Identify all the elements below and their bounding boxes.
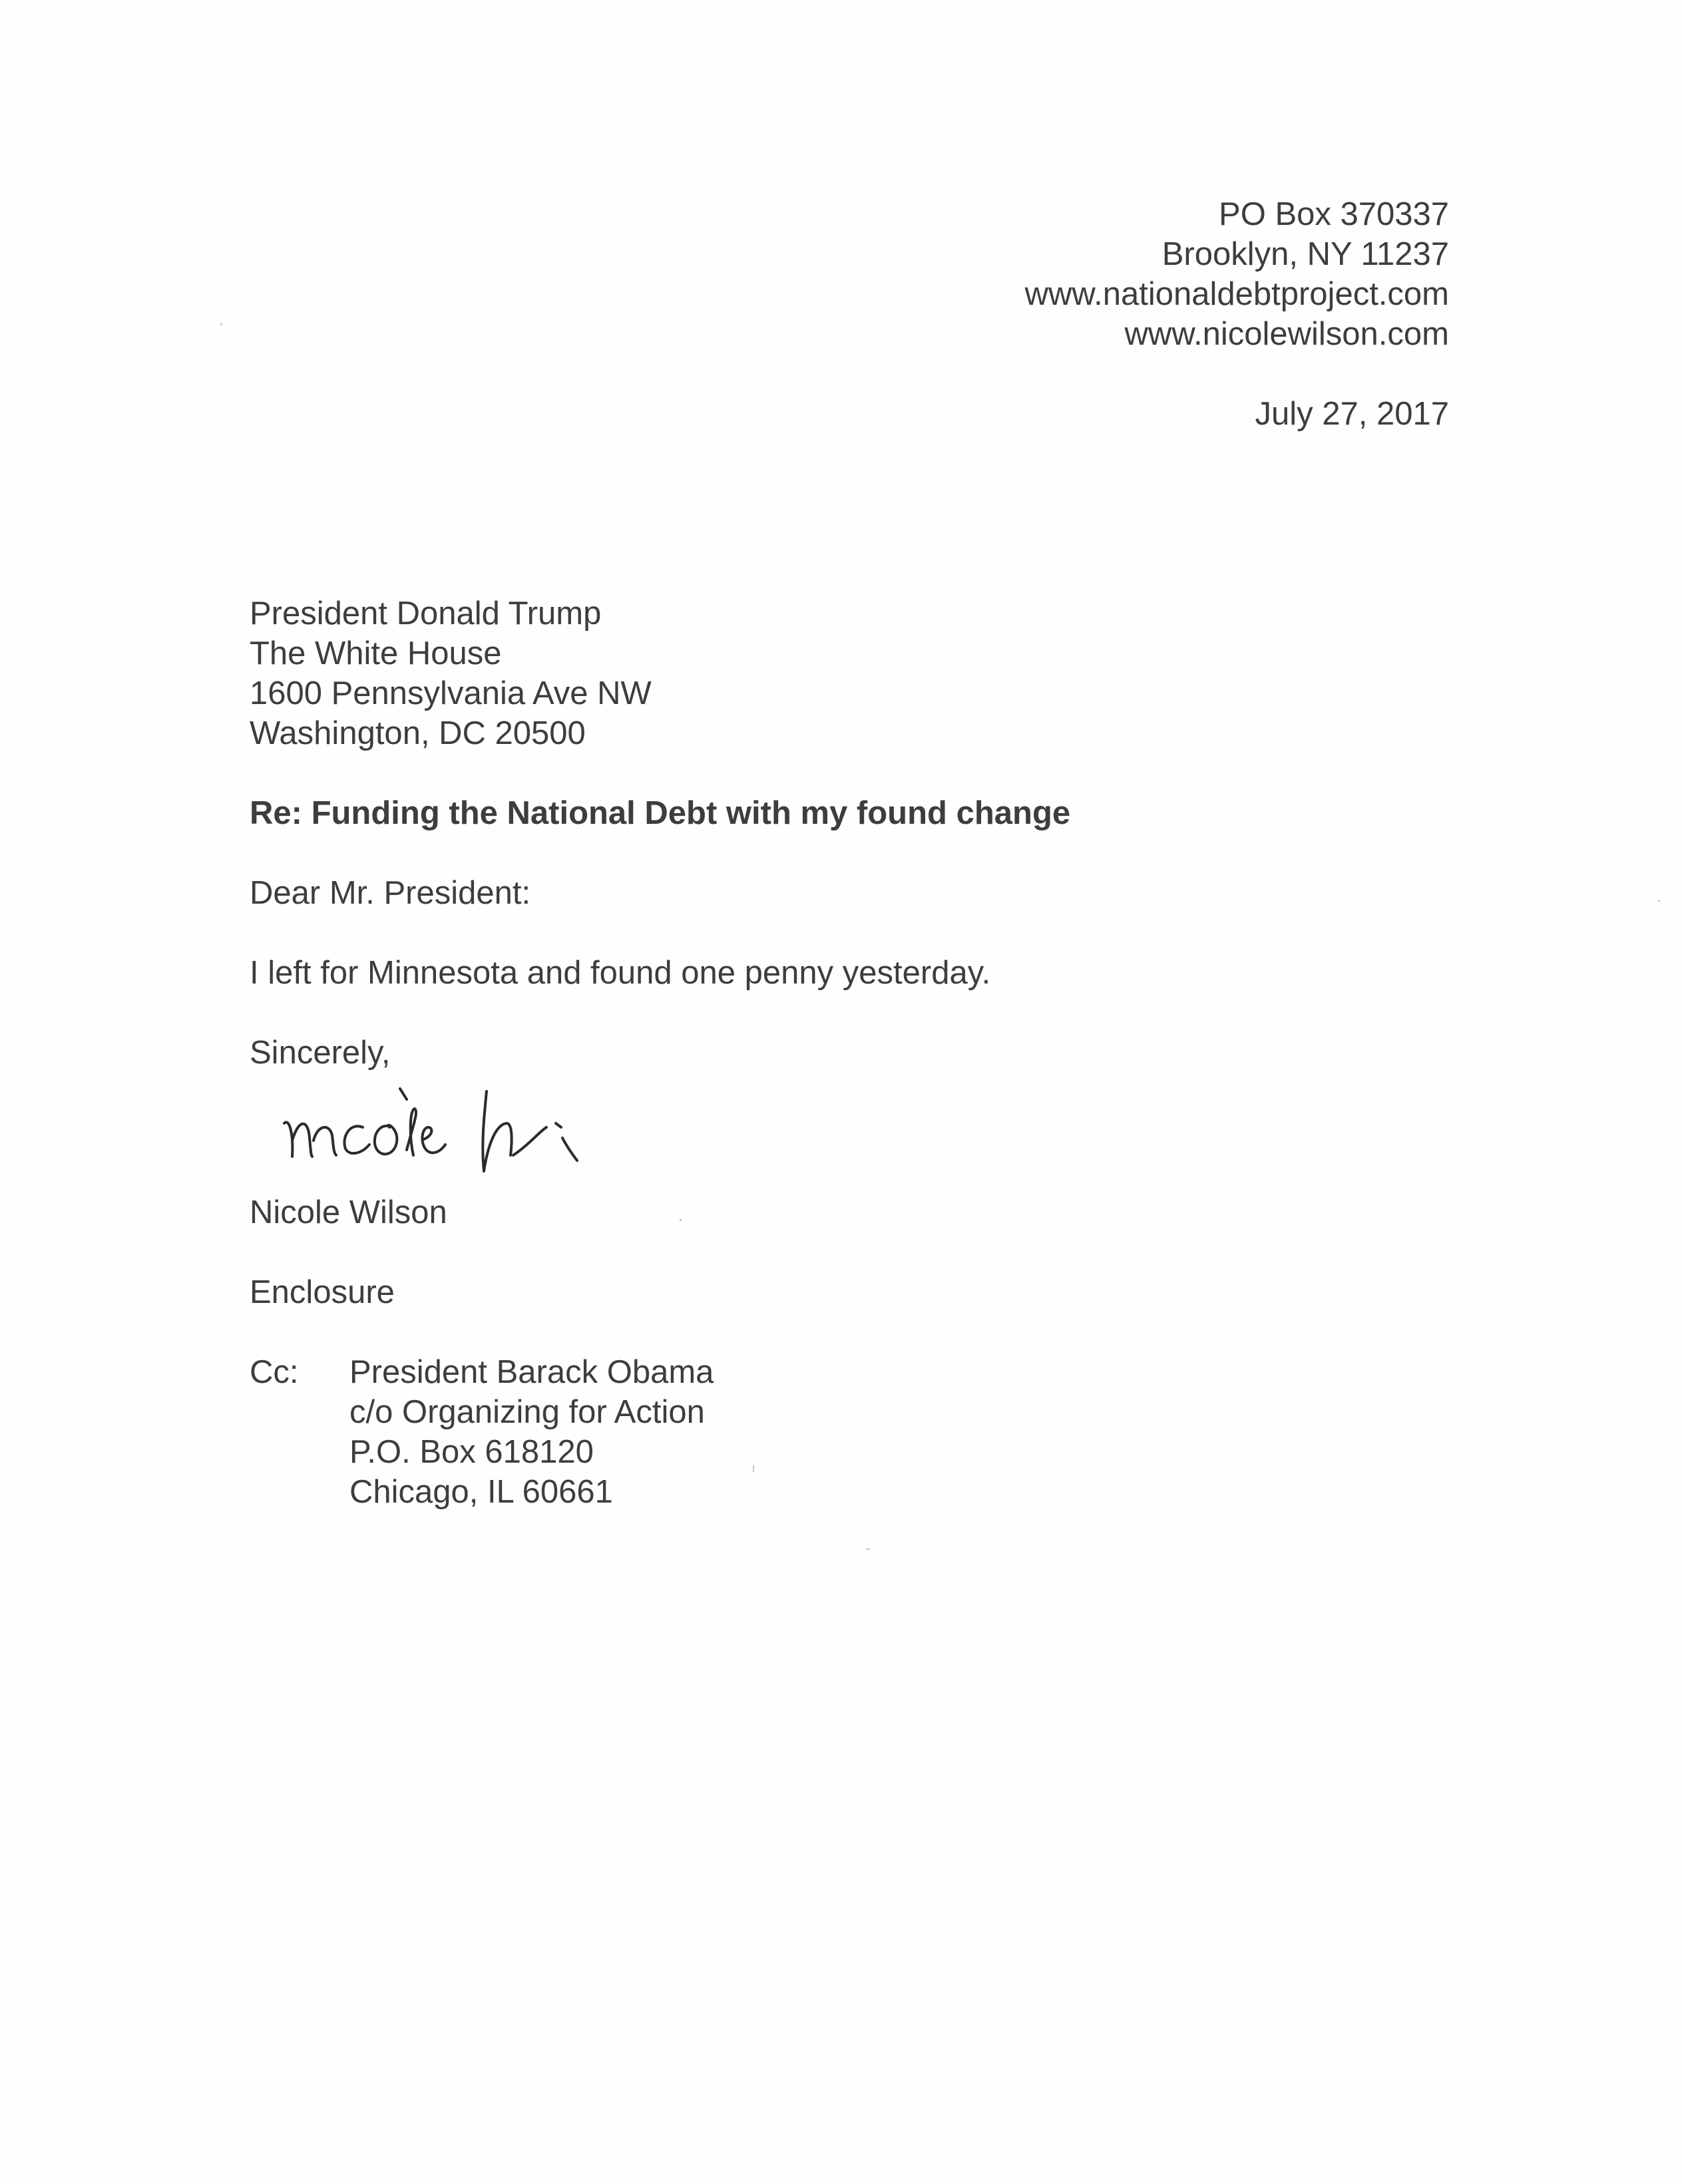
cc-line-care-of: c/o Organizing for Action: [349, 1394, 705, 1430]
scan-speck: [220, 323, 222, 325]
return-address-line-website-2: www.nicolewilson.com: [1124, 316, 1449, 352]
recipient-address: [250, 594, 652, 753]
recipient-line-name: President Donald Trump: [250, 596, 602, 632]
cc-line-po-box: P.O. Box 618120: [349, 1434, 594, 1470]
closing: Sincerely,: [250, 1035, 391, 1071]
scan-speck: [1658, 900, 1660, 902]
cc-line-city: Chicago, IL 60661: [349, 1474, 613, 1510]
subject-line: Re: Funding the National Debt with my found change: [250, 795, 1071, 831]
scan-speck: [753, 1465, 754, 1472]
return-address-line-po-box: PO Box 370337: [1219, 196, 1449, 232]
salutation: Dear Mr. President:: [250, 875, 531, 911]
letter-body: I left for Minnesota and found one penny yesterday.: [250, 955, 991, 991]
signature: [276, 1071, 649, 1184]
recipient-line-city: Washington, DC 20500: [250, 715, 586, 751]
return-address-line-city: Brooklyn, NY 11237: [1161, 236, 1449, 272]
scan-speck: [680, 1219, 682, 1221]
recipient-line-organization: The White House: [250, 636, 502, 671]
enclosure-note: Enclosure: [250, 1274, 395, 1310]
cc-address: [349, 1352, 714, 1512]
return-address-line-website-1: www.nationaldebtproject.com: [1024, 276, 1449, 312]
recipient-line-street: 1600 Pennsylvania Ave NW: [250, 675, 652, 711]
letter-date: July 27, 2017: [1255, 396, 1449, 432]
return-address: [1025, 194, 1449, 354]
signer-name: Nicole Wilson: [250, 1194, 447, 1230]
cc-line-name: President Barack Obama: [349, 1354, 714, 1390]
cc-label: Cc:: [250, 1354, 299, 1390]
scan-speck: [866, 1548, 870, 1550]
